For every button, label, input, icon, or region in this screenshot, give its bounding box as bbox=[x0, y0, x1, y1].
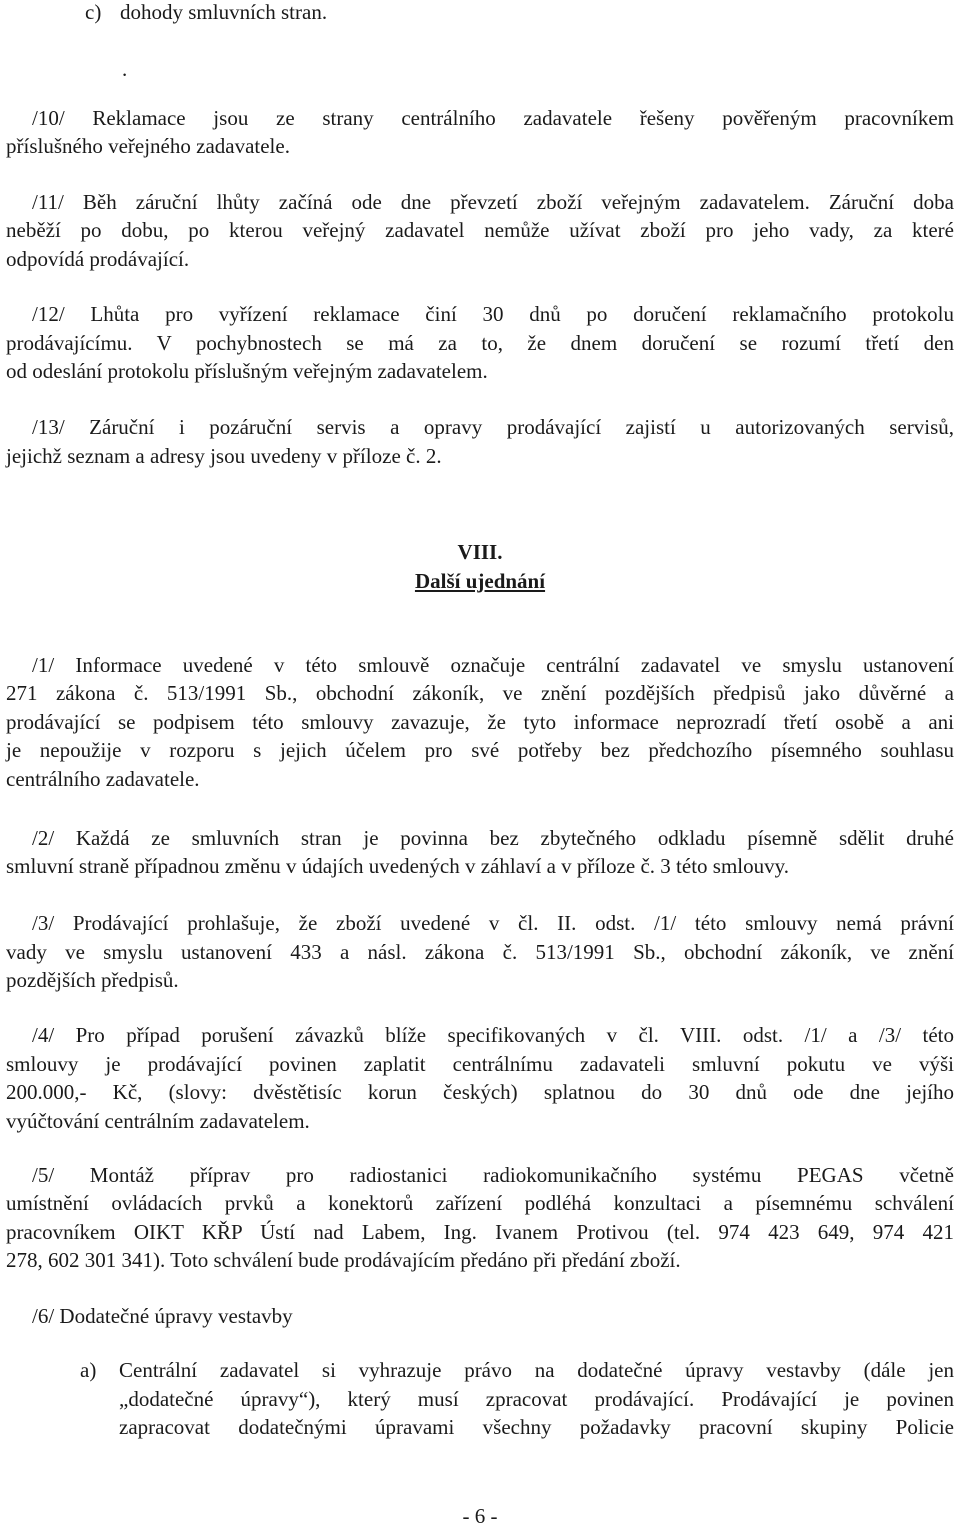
paragraph-12-line-1: /12/ Lhůta pro vyřízení reklamace činí 30 dnů po doručení reklamačního protokolu bbox=[32, 302, 954, 326]
section-number: VIII. bbox=[457, 540, 503, 564]
stray-dot: . bbox=[122, 57, 128, 81]
article-3-line-2: vady ve smyslu ustanovení 433 a násl. zákona č. 513/1991 Sb., obchodní zákoník, ve znění bbox=[6, 940, 954, 964]
article-6-heading: /6/ Dodatečné úpravy vestavby bbox=[32, 1304, 293, 1328]
item-a-line-2: „dodatečné úpravy“), který musí zpracovat prodávající. Prodávající je povinen bbox=[119, 1387, 954, 1411]
article-4-line-4: vyúčtování centrálním zadavatelem. bbox=[6, 1109, 310, 1133]
article-1-line-5: centrálního zadavatele. bbox=[6, 767, 200, 791]
paragraph-13-line-1: /13/ Záruční i pozáruční servis a opravy prodávající zajistí u autorizovaných servisů, bbox=[32, 415, 954, 439]
paragraph-11-line-1: /11/ Běh záruční lhůty začíná ode dne převzetí zboží veřejným zadavatelem. Záruční doba bbox=[32, 190, 954, 214]
item-a-line-1: Centrální zadavatel si vyhrazuje právo na dodatečné úpravy vestavby (dále jen bbox=[119, 1358, 954, 1382]
paragraph-10-line-2: příslušného veřejného zadavatele. bbox=[6, 134, 290, 158]
paragraph-11-line-2: neběží po dobu, po kterou veřejný zadavatel nemůže užívat zboží pro jeho vady, za které bbox=[6, 218, 954, 242]
article-5-line-3: pracovníkem OIKT KŘP Ústí nad Labem, Ing. Ivanem Protivou (tel. 974 423 649, 974 421 bbox=[6, 1220, 954, 1244]
article-3-line-1: /3/ Prodávající prohlašuje, že zboží uvedené v čl. II. odst. /1/ této smlouvy nemá právní bbox=[32, 911, 954, 935]
item-a-line-3: zapracovat dodatečnými úpravami všechny požadavky pracovní skupiny Policie bbox=[119, 1415, 954, 1439]
article-2-line-2: smluvní straně případnou změnu v údajích uvedených v záhlaví a v příloze č. 3 této smlouvy. bbox=[6, 854, 790, 878]
article-4-line-2: smlouvy je prodávající povinen zaplatit centrálnímu zadavateli smluvní pokutu ve výši bbox=[6, 1052, 954, 1076]
page-number: - 6 - bbox=[462, 1504, 498, 1528]
article-3-line-3: pozdějších předpisů. bbox=[6, 968, 179, 992]
article-5-line-4: 278, 602 301 341). Toto schválení bude prodávajícím předáno při předání zboží. bbox=[6, 1248, 681, 1272]
article-4-line-1: /4/ Pro případ porušení závazků blíže specifikovaných v čl. VIII. odst. /1/ a /3/ této bbox=[32, 1023, 954, 1047]
section-title-text: Další ujednání bbox=[414, 569, 546, 593]
article-1-line-2: 271 zákona č. 513/1991 Sb., obchodní zákoník, ve znění pozdějších předpisů jako důvěrné a bbox=[6, 681, 954, 705]
article-5-line-2: umístnění ovládacích prvků a konektorů zařízení podléhá konzultaci a písemnému schválení bbox=[6, 1191, 954, 1215]
article-1-line-3: prodávající se podpisem této smlouvy zavazuje, že tyto informace neprozradí třetí osobě a ani bbox=[6, 710, 954, 734]
article-5-line-1: /5/ Montáž příprav pro radiostanici radiokomunikačního systému PEGAS včetně bbox=[32, 1163, 954, 1187]
item-a-marker: a) bbox=[80, 1358, 97, 1382]
paragraph-12-line-3: od odeslání protokolu příslušným veřejným zadavatelem. bbox=[6, 359, 488, 383]
article-2-line-1: /2/ Každá ze smluvních stran je povinna bez zbytečného odkladu písemně sdělit druhé bbox=[32, 826, 954, 850]
list-marker: c) bbox=[85, 0, 102, 24]
paragraph-12-line-2: prodávajícímu. V pochybnostech se má za to, že dnem doručení se rozumí třetí den bbox=[6, 331, 954, 355]
list-item-c bbox=[85, 0, 385, 26]
paragraph-13-line-2: jejichž seznam a adresy jsou uvedeny v příloze č. 2. bbox=[6, 444, 442, 468]
article-4-line-3: 200.000,- Kč, (slovy: dvěstětisíc korun českých) splatnou do 30 dnů ode dne jejího bbox=[6, 1080, 954, 1104]
paragraph-10-line-1: /10/ Reklamace jsou ze strany centrálního zadavatele řešeny pověřeným pracovníkem bbox=[32, 106, 954, 130]
article-1-line-4: je nepoužije v rozporu s jejich účelem pro své potřeby bez předchozího písemného souhlasu bbox=[6, 738, 954, 762]
list-item-text: dohody smluvních stran. bbox=[120, 0, 328, 24]
section-title bbox=[0, 567, 960, 595]
article-1-line-1: /1/ Informace uvedené v této smlouvě označuje centrální zadavatel ve smyslu ustanovení bbox=[32, 653, 954, 677]
paragraph-11-line-3: odpovídá prodávající. bbox=[6, 247, 190, 271]
